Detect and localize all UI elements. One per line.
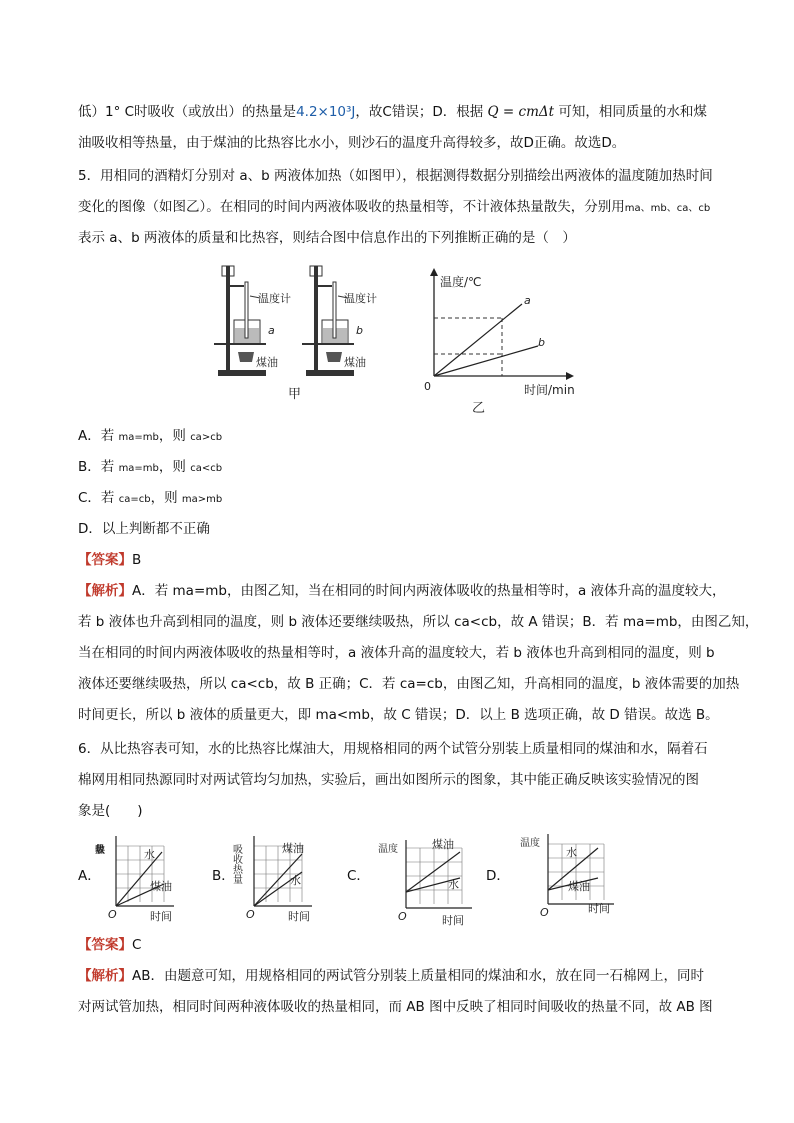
caption-yi: 乙 <box>472 401 486 416</box>
line-b <box>434 346 538 376</box>
yi-origin: 0 <box>424 380 431 393</box>
q5-analysis-line-3: 当在相同的时间内两液体吸收的热量相等时，a 液体升高的温度较大，若 b 液体也升高到相同的温度，则 b <box>78 645 715 661</box>
text-run: B．若 <box>78 459 115 475</box>
text-run: 【答案】 <box>78 552 132 568</box>
graph-d-ylabel: 温度 <box>520 838 540 849</box>
label-a: a <box>268 324 275 337</box>
text-run: B <box>132 552 142 568</box>
heat-value: 4.2×10³J <box>296 104 356 120</box>
text-run: 【解析】 <box>78 583 132 599</box>
q5-answer <box>78 550 141 570</box>
q6-stem-line-1: 6．从比热容表可知，水的比热容比煤油大，用规格相同的两个试管分别装上质量相同的煤油和水，隔着石 <box>78 741 708 757</box>
label-thermometer-1: 温度计 <box>258 292 291 305</box>
q4-analysis-line-2: 油吸收相等热量，由于煤油的比热容比水小，则沙石的温度升高得较多，故D正确。故选D。 <box>78 135 626 151</box>
q6-graph-d-label: D． <box>486 868 510 884</box>
label-fuel-1: 煤油 <box>256 356 278 369</box>
q5-option-a <box>78 426 222 446</box>
label-thermometer-2: 温度计 <box>344 292 377 305</box>
graph-b-origin: O <box>246 908 255 921</box>
figure-jia <box>210 262 380 410</box>
q6-analysis-line-1 <box>78 966 704 986</box>
yi-xlabel: 时间/min <box>524 383 575 397</box>
q5-stem-line-3: 表示 a、b 两液体的质量和比热容，则结合图中信息作出的下列推断正确的是（ ） <box>78 230 576 246</box>
q6-analysis-line-2: 对两试管加热，相同时间两种液体吸收的热量相同，而 AB 图中反映了相同时间吸收的热量不同，故 AB 图 <box>78 999 713 1015</box>
graph-a-xlabel: 时间 <box>150 910 172 923</box>
graph-c-lower-label: 水 <box>448 878 459 891</box>
stand-rod-1 <box>226 266 230 374</box>
graph-d-upper-label: 水 <box>566 846 577 859</box>
stem-symbols: ma、mb、ca、cb <box>624 203 711 214</box>
q5-analysis-line-4: 液体还要继续吸热，所以 ca<cb，故 B 正确；C．若 ca=cb，由图乙知，升高相同的温度，b 液体需要的加热 <box>78 676 740 692</box>
yi-ylabel: 温度/℃ <box>440 275 482 289</box>
graph-b-ylabel: 吸收热量 <box>230 844 242 884</box>
q5-stem-line-2 <box>78 197 710 217</box>
graph-d-origin: O <box>540 906 549 919</box>
graph-c-upper-label: 煤油 <box>432 838 454 851</box>
lamp-2 <box>326 352 342 362</box>
text-run: C．若 <box>78 490 115 506</box>
q6-graph-d <box>518 830 628 922</box>
q6-graph-c-label: C． <box>347 868 370 884</box>
text-run: ca=cb <box>118 494 151 505</box>
graph-a-origin: O <box>108 908 117 921</box>
text-run: AB．由题意可知，用规格相同的两试管分别装上质量相同的煤油和水，放在同一石棉网上，同时 <box>132 968 704 984</box>
text-run: 变化的图像（如图乙）。在相同的时间内两液体吸收的热量相等，不计液体热量散失，分别用 <box>78 199 625 215</box>
text-run: C <box>132 937 142 953</box>
graph-a-lower-label: 煤油 <box>150 880 172 893</box>
q6-graph-a <box>94 832 214 924</box>
stand-rod-2 <box>314 266 318 374</box>
q6-graph-c <box>376 834 486 926</box>
graph-c-origin: O <box>398 910 407 923</box>
thermometer-1 <box>245 282 248 338</box>
text-run: ，则 <box>158 459 186 475</box>
q5-option-d: D．以上判断都不正确 <box>78 521 210 537</box>
text-run: 【答案】 <box>78 937 132 953</box>
figure-yi <box>418 266 588 416</box>
graph-c-ylabel: 温度 <box>378 844 398 855</box>
text-run: A．若 <box>78 428 115 444</box>
text-run: ca>cb <box>190 432 223 443</box>
q5-option-c <box>78 488 222 508</box>
heat-formula: Q = cmΔt <box>487 104 555 120</box>
q5-analysis-line-2: 若 b 液体也升高到相同的温度，则 b 液体还要继续吸热，所以 ca<cb，故 A 错误；B．若 ma=mb，由图乙知， <box>78 614 759 630</box>
label-fuel-2: 煤油 <box>344 356 366 369</box>
q5-stem-line-1: 5．用相同的酒精灯分别对 a、b 两液体加热（如图甲），根据测得数据分别描绘出两液体的温度随加热时间 <box>78 168 713 184</box>
text-run: ca<cb <box>190 463 223 474</box>
q6-graph-b <box>232 832 352 924</box>
graph-d-xlabel: 时间 <box>588 902 610 915</box>
caption-jia: 甲 <box>288 387 302 402</box>
q6-answer <box>78 935 141 955</box>
lamp-1 <box>238 352 254 362</box>
base-2 <box>306 370 354 376</box>
text-run: ma=mb <box>118 432 159 443</box>
text-run: ma=mb <box>118 463 159 474</box>
graph-b-lower-label: 水 <box>290 874 301 887</box>
graph-d-lower-label: 煤油 <box>568 880 590 893</box>
thermometer-2 <box>333 282 336 338</box>
yi-label-b: b <box>538 336 545 349</box>
y-arrow-icon <box>430 268 438 276</box>
graph-b-upper-label: 煤油 <box>282 842 304 855</box>
graph-a-upper-label: 水 <box>144 848 155 861</box>
line-a <box>434 304 522 376</box>
q5-option-b <box>78 457 222 477</box>
text-run: ，故C错误；D．根据 <box>355 104 484 120</box>
text-run: ，则 <box>158 428 186 444</box>
text-run: 可知，相同质量的水和煤 <box>558 104 707 120</box>
graph-c-xlabel: 时间 <box>442 914 464 927</box>
text-run: ma>mb <box>181 494 223 505</box>
graph-a-ylabel: 吸收热量 <box>92 844 104 854</box>
yi-label-a: a <box>524 294 531 307</box>
q6-stem-line-3: 象是( ) <box>78 803 143 819</box>
label-b: b <box>356 324 363 337</box>
x-arrow-icon <box>566 372 574 380</box>
q5-analysis-line-5: 时间更长，所以 b 液体的质量更大，即 ma<mb，故 C 错误；D．以上 B 选项正确，故 D 错误。故选 B。 <box>78 707 719 723</box>
graph-b-xlabel: 时间 <box>288 910 310 923</box>
q4-analysis-line-1 <box>78 102 707 122</box>
text-run: 低）1° C时吸收（或放出）的热量是 <box>78 104 297 120</box>
q6-stem-line-2: 棉网用相同热源同时对两试管均匀加热，实验后，画出如图所示的图象，其中能正确反映该实验情况的图 <box>78 772 699 788</box>
base-1 <box>218 370 266 376</box>
text-run: 【解析】 <box>78 968 132 984</box>
text-run: A．若 ma=mb，由图乙知，当在相同的时间内两液体吸收的热量相等时，a 液体升高的温度较大， <box>132 583 726 599</box>
q5-analysis-line-1 <box>78 581 726 601</box>
q6-graph-b-label: B． <box>212 868 235 884</box>
q6-graph-a-label: A． <box>78 868 101 884</box>
text-run: ，则 <box>150 490 178 506</box>
